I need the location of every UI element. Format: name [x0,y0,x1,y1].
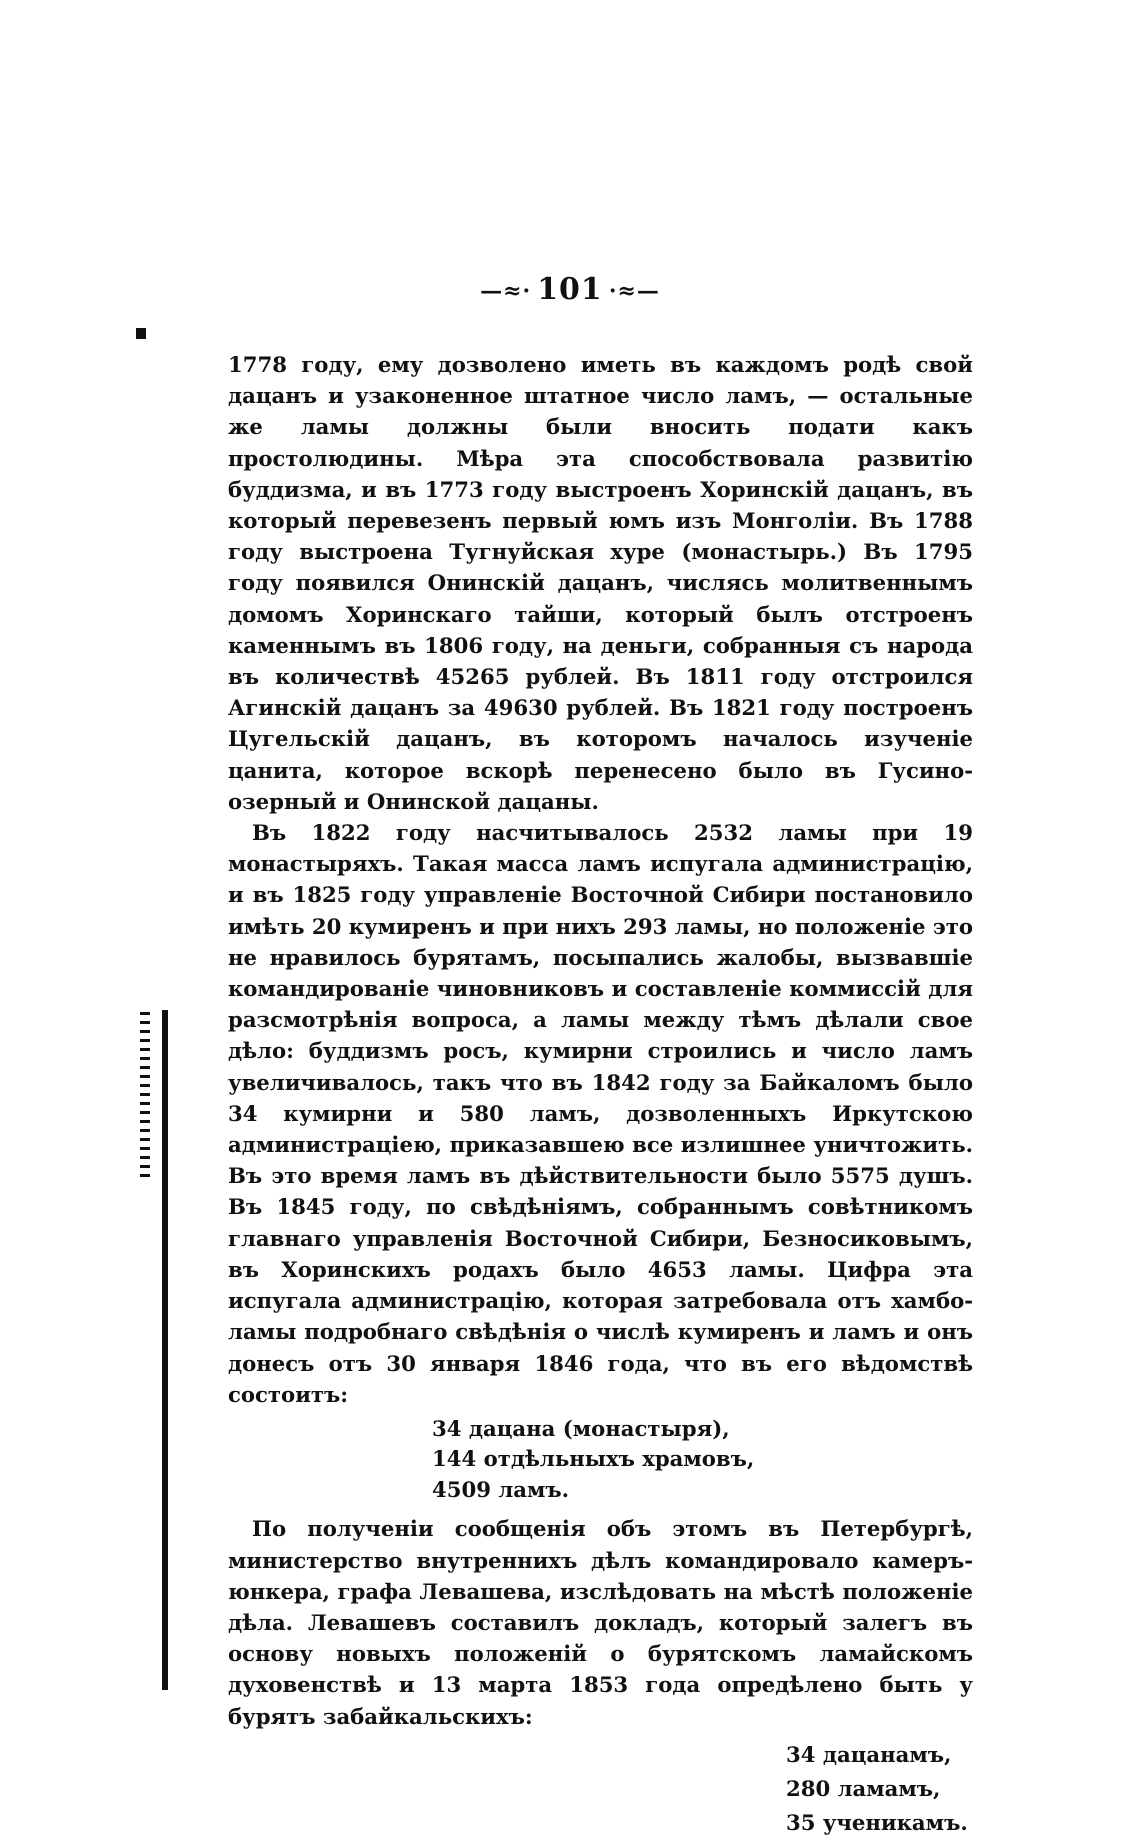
body-text [228,349,973,1840]
paragraph-3: По полученіи сообщенія объ этомъ въ Петербургѣ, министерство внутреннихъ дѣлъ командировало камеръ-юнкера, графа Левашева, изслѣдовать на мѣстѣ положеніе дѣла. Левашевъ составилъ докладъ, который залегъ въ основу новыхъ положеній о бурятскомъ ламайскомъ духовенствѣ и 13 марта 1853 года опредѣлено быть у бурятъ забайкальскихъ: [228,1516,973,1729]
list-item: 35 ученикамъ. [786,1809,968,1835]
list-1853-allowance [786,1738,973,1840]
list-item: 34 дацана (монастыря), [432,1415,730,1441]
paragraph-1: 1778 году, ему дозволено иметь въ каждомъ родѣ свой дацанъ и узаконенное штатное число ламъ, — остальные же ламы должны были вносить подати какъ простолюдины. Мѣра эта способствовала развитію буддизма, и въ 1773 году выстроенъ Хоринскій дацанъ, въ который перевезенъ первый юмъ изъ Монголіи. Въ 1788 году выстроена Тугнуйская хуре (монастырь.) Въ 1795 году появился Онинскій дацанъ, числясь молитвеннымъ домомъ Хоринскаго тайши, который былъ отстроенъ каменнымъ въ 1806 году, на деньги, собранныя съ народа въ количествѣ 45265 рублей. Въ 1811 году отстроился Агинскій дацанъ за 49630 рублей. Въ 1821 году построенъ Цугельскій дацанъ, въ которомъ началось изученіе цанита, которое вскорѣ перенесено было въ Гусино-озерный и Онинской дацаны. [228,352,973,814]
list-item: 144 отдѣльныхъ храмовъ, [432,1446,755,1472]
list-1778-totals [432,1414,973,1506]
page-header [0,272,1140,307]
print-mark [136,328,146,339]
list-item: 280 ламамъ, [786,1775,941,1801]
list-item: 34 дацанамъ, [786,1741,952,1767]
page-number: 101 [537,272,603,307]
header-ornament-left: —≈· [480,278,532,304]
margin-ticks [140,1012,150,1182]
paragraph-2: Въ 1822 году насчитывалось 2532 ламы при 19 монастыряхъ. Такая масса ламъ испугала администрацію, и въ 1825 году управленіе Восточной Сибири постановило имѣть 20 кумиренъ и при нихъ 293 ламы, но положеніе это не нравилось бурятамъ, посыпались жалобы, вызвавшіе командированіе чиновниковъ и составленіе коммиссій для разсмотрѣнія вопроса, а ламы между тѣмъ дѣлали свое дѣло: буддизмъ росъ, кумирни строились и число ламъ увеличивалось, такъ что въ 1842 году за Байкаломъ было 34 кумирни и 580 ламъ, дозволенныхъ Иркутскою администраціею, приказавшею все излишнее уничтожить. Въ это время ламъ въ дѣйствительности было 5575 душъ. Въ 1845 году, по свѣдѣніямъ, собраннымъ совѣтникомъ главнаго управленія Восточной Сибири, Безносиковымъ, въ Хоринскихъ родахъ было 4653 ламы. Цифра эта испугала администрацію, которая затребовала отъ хамбо-ламы подробнаго свѣдѣнія о числѣ кумиренъ и ламъ и онъ донесъ отъ 30 января 1846 года, что въ его вѣдомствѣ состоитъ: [228,820,974,1407]
header-ornament-right: ·≈— [608,278,660,304]
list-item: 4509 ламъ. [432,1476,570,1502]
margin-rule [162,1010,168,1690]
